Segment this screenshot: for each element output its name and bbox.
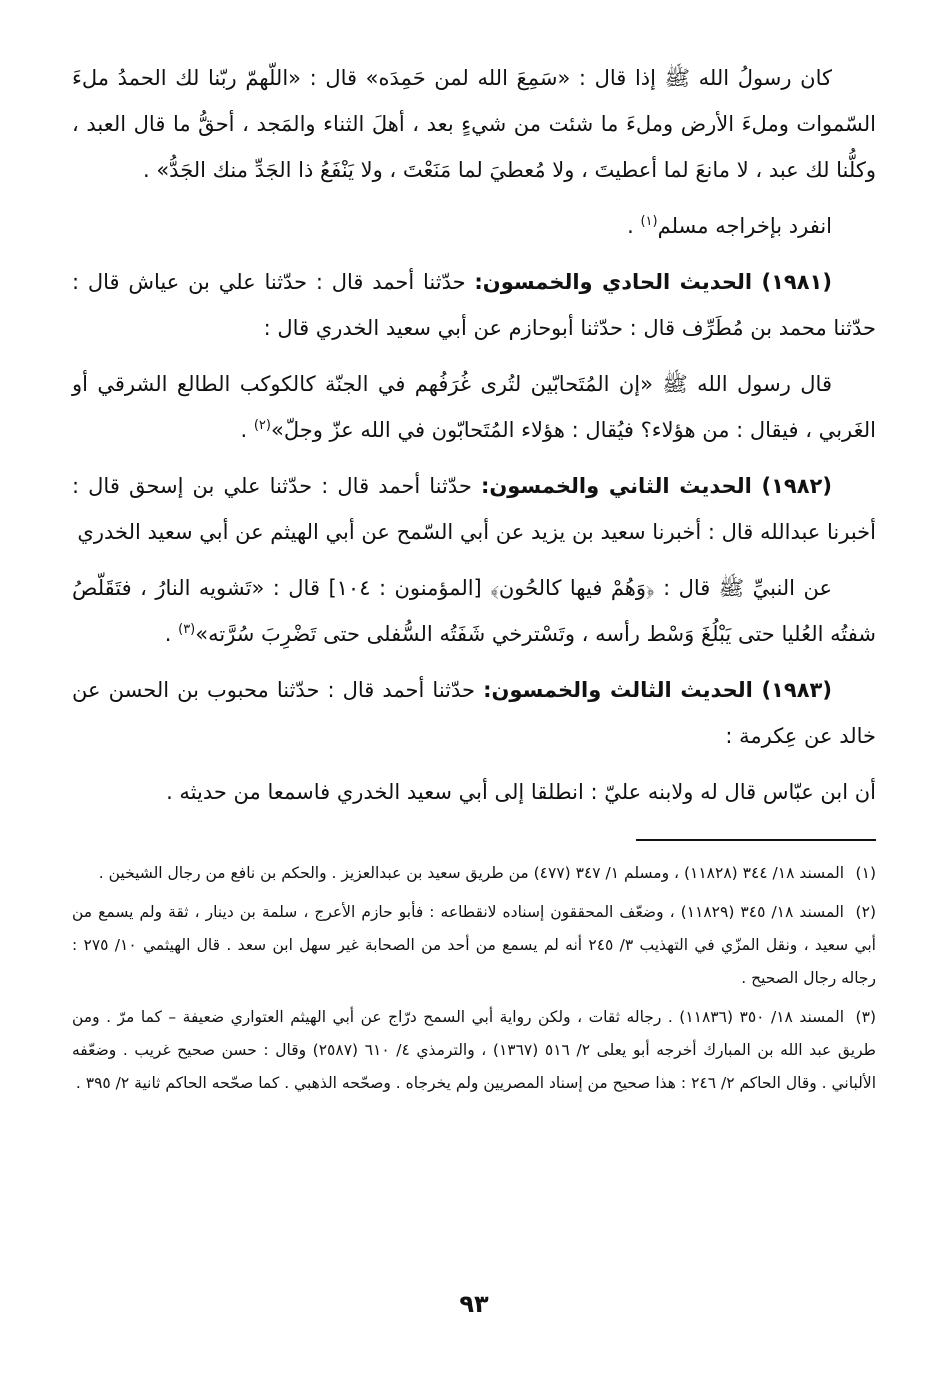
footnote-2 — [72, 896, 876, 995]
paragraph-4-tail: . — [240, 418, 254, 442]
paragraph-2-text: انفرد بإخراجه مسلم — [657, 214, 832, 238]
footnote-1 — [72, 857, 876, 890]
hadith-1983-heading: (١٩٨٣) الحديث الثالث والخمسون: — [483, 678, 832, 702]
footnotes — [72, 857, 876, 1100]
footnote-3 — [72, 1001, 876, 1100]
footnote-2-number: (٢) — [855, 903, 876, 921]
paragraph-8-text: أن ابن عبّاس قال له ولابنه عليّ : انطلقا إلى أبي سعيد الخدري فاسمعا من حديثه . — [166, 780, 876, 804]
footnote-1-text: المسند ١٨/ ٣٤٤ (١١٨٢٨) ، ومسلم ١/ ٣٤٧ (٤٧٧) من طريق سعيد بن عبدالعزيز . والحكم بن نافع من رجال الشيخين . — [98, 864, 844, 882]
paragraph-6 — [72, 565, 876, 657]
paragraph-6-text: عن النبيِّ ﷺ قال : ﴿وَهُمْ فيها كالحُون﴾ [المؤمنون : ١٠٤] قال : «تَشويه النارُ ، فتَقَلّصُ شفتُه العُليا حتى يَبْلُغَ وَسْط رأسه ، وتَسْترخي شَفَتُه السُّفلى حتى تَضْرِبَ سُرَّته» — [72, 576, 876, 646]
footnote-ref-1[interactable]: (١) — [640, 214, 658, 229]
hadith-1983-isnad: حدّثنا أحمد قال : حدّثنا محبوب بن الحسن عن خالد عن عِكرمة : — [72, 678, 876, 748]
paragraph-1-text: كان رسولُ الله ﷺ إذا قال : «سَمِعَ الله لمن حَمِدَه» قال : «اللّهمّ ربّنا لك الحمدُ ملءَ السّموات وملءَ الأرض وملءَ ما شئت من شيءٍ بعد ، أهلَ الثناء والمَجد ، أحقُّ ما قال العبد ، وكلُّنا لك عبد ، لا مانعَ لما أعطيتَ ، ولا مُعطيَ لما مَنَعْتَ ، ولا يَنْفَعُ ذا الجَدِّ منك الجَدُّ» . — [72, 66, 876, 182]
footnote-3-number: (٣) — [855, 1008, 876, 1026]
hadith-1983 — [72, 667, 876, 759]
footnote-ref-2[interactable]: (٢) — [253, 418, 271, 433]
paragraph-6-tail: . — [164, 622, 179, 646]
paragraph-4 — [72, 361, 876, 453]
footnote-separator — [636, 839, 876, 841]
paragraph-2 — [72, 203, 876, 249]
footnote-1-number: (١) — [855, 864, 876, 882]
hadith-1981 — [72, 259, 876, 351]
page-number: ٩٣ — [459, 1290, 489, 1318]
hadith-1982-heading: (١٩٨٢) الحديث الثاني والخمسون: — [480, 474, 832, 498]
hadith-1981-heading: (١٩٨١) الحديث الحادي والخمسون: — [474, 270, 832, 294]
footnote-ref-3[interactable]: (٣) — [178, 622, 196, 637]
paragraph-8 — [72, 769, 876, 815]
paragraph-1 — [72, 55, 876, 193]
hadith-1982 — [72, 463, 876, 555]
footnote-2-text: المسند ١٨/ ٣٤٥ (١١٨٢٩) ، وضعّف المحققون إسناده لانقطاعه : فأبو حازم الأعرج ، سلمة بن دينار ، ثقة ولم يسمع من أبي سعيد ، ونقل المزّي في التهذيب ٣/ ٢٤٥ أنه لم يسمع من أحد من الصحابة غير سهل ابن سعد . قال الهيثمي ١٠/ ٢٧٥ : رجاله رجال الصحيح . — [72, 903, 876, 987]
footnote-3-text: المسند ١٨/ ٣٥٠ (١١٨٣٦) . رجاله ثقات ، ولكن رواية أبي السمح درّاج عن أبي الهيثم العتواري ضعيفة – كما مرّ . ومن طريق عبد الله بن المبارك أخرجه أبو يعلى ٢/ ٥١٦ (١٣٦٧) ، والترمذي ٤/ ٦١٠ (٢٥٨٧) وقال : حسن صحيح غريب . وضعّفه الألباني . وقال الحاكم ٢/ ٢٤٦ : هذا صحيح من إسناد المصريين ولم يخرجاه . وصحّحه الذهبي . كما صحّحه الحاكم ثانية ٢/ ٣٩٥ . — [72, 1008, 876, 1092]
hadith-1982-isnad: حدّثنا أحمد قال : حدّثنا علي بن إسحق قال : أخبرنا عبدالله قال : أخبرنا سعيد بن يزيد عن أبي السّمح عن أبي الهيثم عن أبي سعيد الخدري — [72, 474, 876, 544]
paragraph-2-tail: . — [627, 214, 641, 238]
hadith-1981-isnad: حدّثنا أحمد قال : حدّثنا علي بن عياش قال : حدّثنا محمد بن مُطَرِّف قال : حدّثنا أبوحازم عن أبي سعيد الخدري قال : — [72, 270, 876, 340]
main-text — [72, 55, 876, 815]
paragraph-4-text: قال رسول الله ﷺ «إن المُتَحابّين لتُرى غُرَفُهم في الجنّة كالكوكب الطالع الشرقي أو الغَربي ، فيقال : من هؤلاء؟ فيُقال : هؤلاء المُتَحابّون في الله عزّ وجلّ» — [72, 372, 876, 442]
